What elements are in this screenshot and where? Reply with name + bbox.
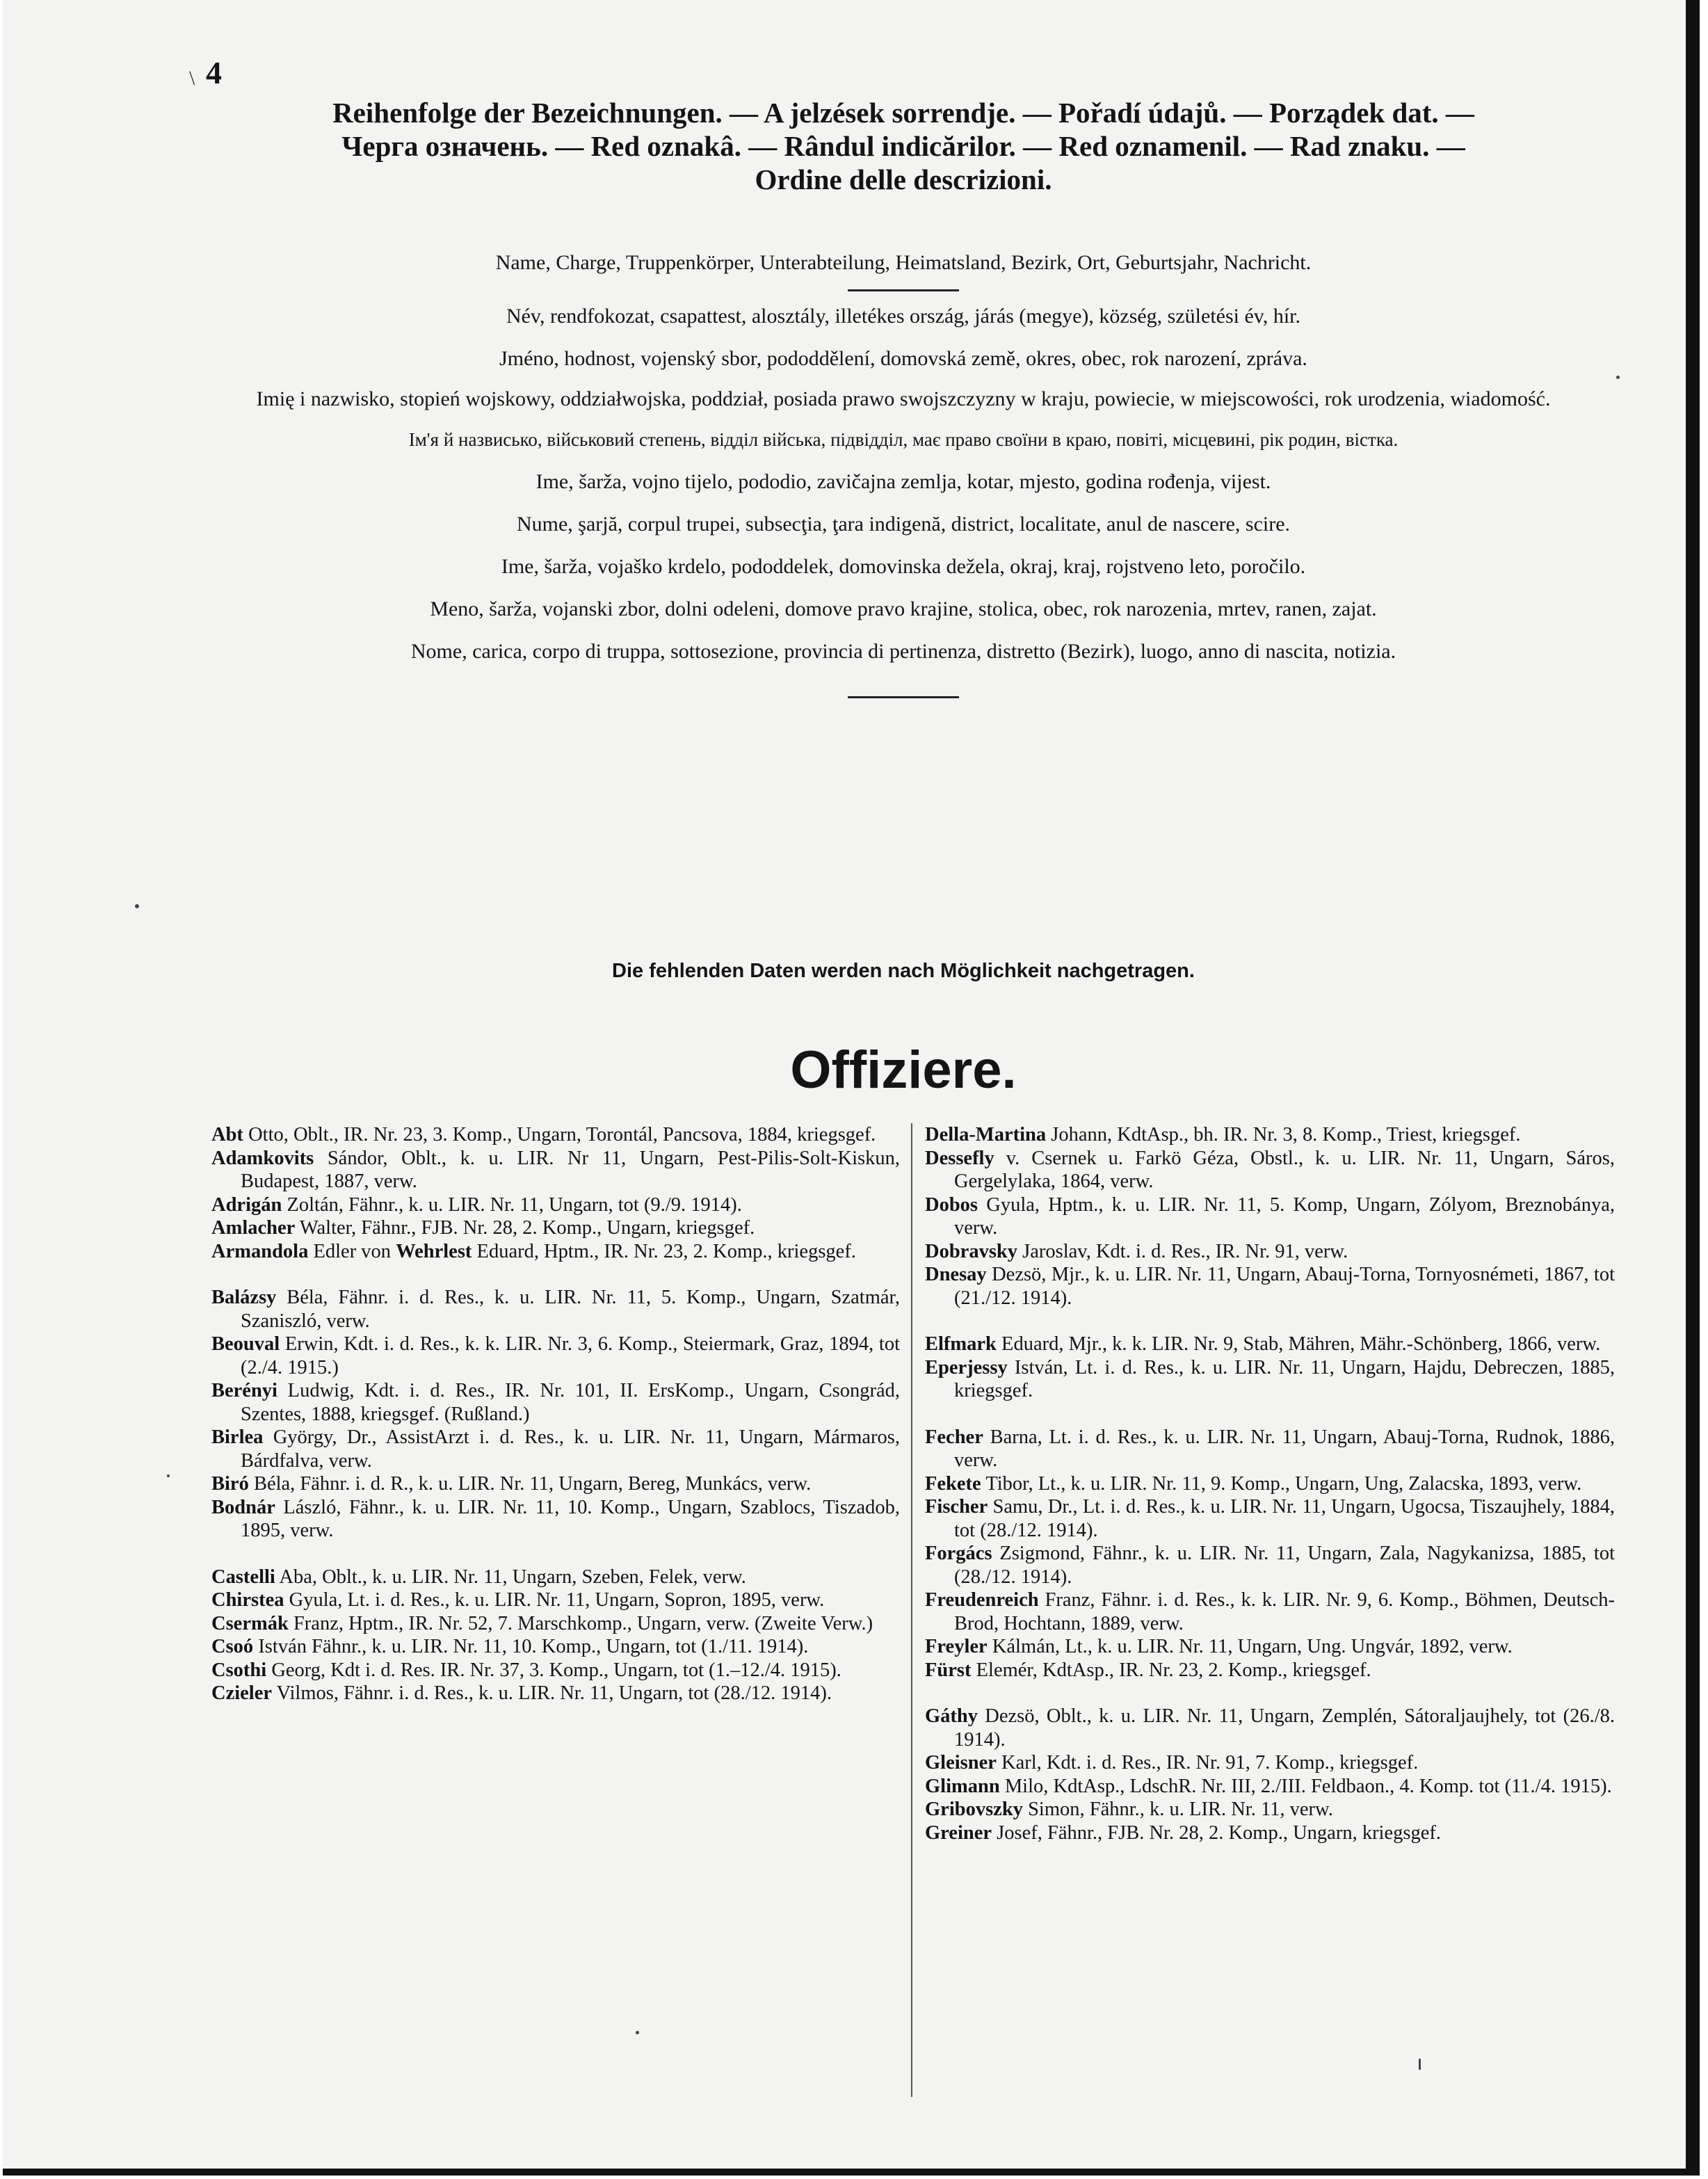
entry-gap	[211, 1543, 900, 1566]
officer-entry	[925, 1495, 1615, 1542]
officer-surname: Wehrlest	[396, 1240, 472, 1262]
scan-speck	[1419, 2059, 1421, 2070]
order-heading-line: Черга означень. — Red oznakâ. — Rândul indicărilor. — Red oznamenil. — Rad znaku. —	[341, 130, 1465, 162]
officer-surname: Csoó	[211, 1636, 254, 1657]
officer-details: Erwin, Kdt. i. d. Res., k. k. LIR. Nr. 3, 6. Komp., Steiermark, Graz, 1894, tot (2./4. 1915.)	[241, 1333, 900, 1378]
officer-entry	[925, 1542, 1615, 1589]
officer-surname: Fischer	[925, 1496, 988, 1518]
officer-details: Sándor, Oblt., k. u. LIR. Nr 11, Ungarn, Pest-Pilis-Solt-Kiskun, Budapest, 1887, verw.	[241, 1147, 900, 1192]
officer-surname: Gáthy	[925, 1705, 978, 1727]
field-line-de: Name, Charge, Truppenkörper, Unterabteilung, Heimatsland, Bezirk, Ort, Geburtsjahr, Nachricht.	[495, 251, 1312, 274]
officer-surname: Balázsy	[211, 1287, 277, 1308]
officer-entry	[211, 1426, 900, 1472]
entry-gap	[211, 1263, 900, 1286]
officer-surname: Fürst	[925, 1659, 972, 1681]
officer-surname: Csothi	[211, 1659, 267, 1681]
page-number: 4	[206, 55, 222, 90]
officer-details: Elemér, KdtAsp., IR. Nr. 23, 2. Komp., kriegsgef.	[971, 1659, 1371, 1681]
officer-surname: Greiner	[925, 1822, 992, 1844]
officer-surname: Gleisner	[925, 1752, 997, 1774]
officer-details: Dezsö, Mjr., k. u. LIR. Nr. 11, Ungarn, Abauj-Torna, Tornyosnémeti, 1867, tot (21./12. 1914).	[954, 1264, 1615, 1309]
officer-surname: Dessefly	[925, 1147, 994, 1169]
field-line-sl: Ime, šarža, vojaško krdelo, pododdelek, domovinska dežela, okraj, kraj, rojstveno leto, poročilo.	[501, 555, 1306, 578]
officer-details: István, Lt. i. d. Res., k. u. LIR. Nr. 11, Ungarn, Hajdu, Debreczen, 1885, kriegsgef.	[954, 1356, 1615, 1401]
officer-details: Zoltán, Fähnr., k. u. LIR. Nr. 11, Ungarn, tot (9./9. 1914).	[282, 1193, 742, 1216]
officer-entry	[925, 1240, 1615, 1264]
officer-surname: Freyler	[925, 1636, 988, 1657]
officer-entry	[925, 1263, 1615, 1310]
field-line-pl: Imię i nazwisko, stopień wojskowy, oddziałwojska, poddział, posiada prawo swojszczyzny w kraju, powiecie, w miejscowości, rok urodzenia, wiadomość.	[256, 387, 1551, 410]
officer-details: Milo, KdtAsp., LdschR. Nr. III, 2./III. Feldbaon., 4. Komp. tot (11./4. 1915).	[999, 1775, 1612, 1797]
officer-details: Edler von	[308, 1240, 396, 1262]
officer-surname: Bodnár	[211, 1496, 275, 1518]
scan-speck	[135, 904, 139, 908]
officer-surname: Biró	[211, 1473, 249, 1495]
officer-details: Jaroslav, Kdt. i. d. Res., IR. Nr. 91, verw.	[1017, 1240, 1348, 1262]
officer-surname: Gribovszky	[925, 1799, 1023, 1820]
scan-speck	[1616, 376, 1620, 379]
officer-surname: Adrigán	[211, 1193, 282, 1216]
officer-entry	[211, 1682, 900, 1705]
officer-surname: Amlacher	[211, 1217, 296, 1239]
officer-entry	[211, 1612, 900, 1636]
officer-details: Samu, Dr., Lt. i. d. Res., k. u. LIR. Nr. 11, Ungarn, Ugocsa, Tiszaujhely, 1884, tot (28./12. 1914).	[954, 1496, 1615, 1541]
field-line-sk: Meno, šarža, vojanski zbor, dolni odeleni, domove pravo krajine, stolica, obec, rok narozenia, mrtev, ranen, zajat.	[430, 597, 1377, 620]
officer-details: Johann, KdtAsp., bh. IR. Nr. 3, 8. Komp., Triest, kriegsgef.	[1046, 1124, 1521, 1145]
officer-surname: Glimann	[925, 1775, 1000, 1797]
officer-details: Zsigmond, Fähnr., k. u. LIR. Nr. 11, Ungarn, Zala, Nagykanizsa, 1885, tot (28./12. 1914).	[954, 1543, 1615, 1588]
field-line-uk: Ім'я й назвисько, військовий степень, відділ війська, підвідділ, має право своїни в краю, повіті, місцевині, рік родин, вістка.	[408, 429, 1399, 450]
officer-entry	[211, 1589, 900, 1612]
scan-speck	[636, 2031, 639, 2034]
officer-surname: Dnesay	[925, 1264, 987, 1285]
officer-details: Béla, Fähnr. i. d. R., k. u. LIR. Nr. 11, Ungarn, Bereg, Munkács, verw.	[248, 1473, 812, 1495]
field-descriptions	[211, 249, 1595, 709]
field-line-hr: Ime, šarža, vojno tijelo, pododio, zavičajna zemlja, kotar, mjesto, godina rođenja, vijest.	[535, 470, 1271, 493]
officer-details: Gyula, Lt. i. d. Res., k. u. LIR. Nr. 11, Ungarn, Sopron, 1895, verw.	[284, 1589, 825, 1611]
officer-details: Franz, Fähnr. i. d. Res., k. k. LIR. Nr. 9, 6. Komp., Böhmen, Deutsch-Brod, Hochtann, 1889, verw.	[954, 1589, 1615, 1634]
officer-details: László, Fähnr., k. u. LIR. Nr. 11, 10. Komp., Ungarn, Szablocs, Tiszadob, 1895, verw.	[241, 1496, 900, 1541]
officer-entry	[211, 1123, 900, 1147]
officer-details: Eduard, Hptm., IR. Nr. 23, 2. Komp., kriegsgef.	[472, 1240, 856, 1262]
officer-details: Eduard, Mjr., k. k. LIR. Nr. 9, Stab, Mähren, Mähr.-Schönberg, 1866, verw.	[996, 1333, 1601, 1355]
order-heading-line: Reihenfolge der Bezeichnungen. — A jelzések sorrendje. — Pořadí údajů. — Porządek dat. —	[332, 97, 1474, 129]
officer-entry	[211, 1240, 900, 1264]
officer-entry	[925, 1659, 1615, 1682]
order-heading-line: Ordine delle descrizioni.	[755, 163, 1052, 195]
officer-entry	[211, 1659, 900, 1682]
officer-entry	[925, 1193, 1615, 1240]
officer-entry	[925, 1705, 1615, 1751]
officer-surname: Armandola	[211, 1240, 309, 1262]
entry-gap	[925, 1310, 1615, 1333]
officer-entry	[925, 1426, 1615, 1472]
officer-entry	[211, 1566, 900, 1589]
officer-details: Kálmán, Lt., k. u. LIR. Nr. 11, Ungarn, Ung. Ungvár, 1892, verw.	[987, 1636, 1513, 1657]
officer-entry	[925, 1333, 1615, 1356]
separator-rule	[848, 696, 959, 698]
officer-entry	[925, 1822, 1615, 1845]
margin-mark: \	[189, 67, 195, 90]
officer-entry	[925, 1589, 1615, 1635]
officer-surname: Eperjessy	[925, 1356, 1008, 1378]
field-line-hu: Név, rendfokozat, csapattest, alosztály, illetékes ország, járás (megye), község, születési év, hír.	[506, 305, 1301, 328]
page-scan	[3, 0, 1700, 2176]
officer-entry	[925, 1356, 1615, 1403]
officer-surname: Elfmark	[925, 1333, 997, 1355]
entry-gap	[925, 1403, 1615, 1426]
officer-entry	[211, 1379, 900, 1426]
right-column	[925, 1123, 1615, 1844]
officer-surname: Fekete	[925, 1472, 981, 1495]
officer-surname: Adamkovits	[211, 1147, 314, 1169]
officer-details: v. Csernek u. Farkö Géza, Obstl., k. u. LIR. Nr. 11, Ungarn, Sáros, Gergelylaka, 1864, verw.	[954, 1147, 1615, 1192]
officer-entry	[211, 1333, 900, 1379]
officer-entry	[925, 1775, 1615, 1799]
officer-surname: Csermák	[211, 1612, 289, 1634]
officer-details: Simon, Fähnr., k. u. LIR. Nr. 11, verw.	[1022, 1799, 1333, 1820]
officer-entry	[211, 1216, 900, 1240]
officer-details: Vilmos, Fähnr. i. d. Res., k. u. LIR. Nr. 11, Ungarn, tot (28./12. 1914).	[272, 1682, 832, 1704]
officer-surname: Czieler	[211, 1682, 273, 1704]
notice: Die fehlenden Daten werden nach Möglichkeit nachgetragen.	[612, 960, 1195, 982]
officer-details: Otto, Oblt., IR. Nr. 23, 3. Komp., Ungarn, Torontál, Pancsova, 1884, kriegsgef.	[243, 1124, 876, 1145]
officer-details: Barna, Lt. i. d. Res., k. u. LIR. Nr. 11, Ungarn, Abauj-Torna, Rudnok, 1886, verw.	[954, 1426, 1615, 1471]
officer-entry	[925, 1751, 1615, 1775]
officer-details: Ludwig, Kdt. i. d. Res., IR. Nr. 101, II. ErsKomp., Ungarn, Csongrád, Szentes, 1888, kriegsgef. (Rußland.)	[241, 1380, 900, 1425]
entry-gap	[925, 1682, 1615, 1705]
officer-details: Georg, Kdt i. d. Res. IR. Nr. 37, 3. Komp., Ungarn, tot (1.–12./4. 1915).	[266, 1659, 841, 1681]
field-line-cs: Jméno, hodnost, vojenský sbor, pododdělení, domovská země, okres, obec, rok narození, zpráva.	[499, 347, 1307, 370]
officer-details: Walter, Fähnr., FJB. Nr. 28, 2. Komp., Ungarn, kriegsgef.	[295, 1217, 755, 1239]
officer-details: Gyula, Hptm., k. u. LIR. Nr. 11, 5. Komp, Ungarn, Zólyom, Breznobánya, verw.	[954, 1193, 1615, 1239]
officer-surname: Berényi	[211, 1380, 277, 1401]
officer-entry	[211, 1193, 900, 1217]
officer-details: Tibor, Lt., k. u. LIR. Nr. 11, 9. Komp., Ungarn, Ung, Zalacska, 1893, verw.	[981, 1472, 1582, 1495]
officer-surname: Castelli	[211, 1566, 275, 1588]
officer-entry	[211, 1472, 900, 1496]
officer-details: Dezsö, Oblt., k. u. LIR. Nr. 11, Ungarn, Zemplén, Sátoraljaujhely, tot (26./8. 1914).	[954, 1705, 1615, 1751]
officer-details: György, Dr., AssistArzt i. d. Res., k. u. LIR. Nr. 11, Ungarn, Mármaros, Bárdfalva, verw.	[241, 1426, 900, 1472]
officer-surname: Birlea	[211, 1426, 264, 1448]
separator-rule	[848, 289, 959, 291]
officer-surname: Chirstea	[211, 1589, 284, 1611]
order-heading	[211, 96, 1595, 196]
officer-entry	[925, 1472, 1615, 1496]
officer-surname: Dobravsky	[925, 1240, 1018, 1262]
scan-edge	[1686, 0, 1690, 2169]
officer-entry	[925, 1798, 1615, 1822]
scan-speck	[167, 1474, 170, 1477]
officer-details: Karl, Kdt. i. d. Res., IR. Nr. 91, 7. Komp., kriegsgef.	[996, 1752, 1419, 1774]
officer-surname: Della-Martina	[925, 1124, 1047, 1145]
officer-surname: Dobos	[925, 1193, 978, 1216]
officer-entry	[925, 1635, 1615, 1659]
field-line-ro: Nume, şarjă, corpul trupei, subsecţia, ţara indigenă, district, localitate, anul de nascere, scire.	[516, 513, 1291, 536]
officer-details: Franz, Hptm., IR. Nr. 52, 7. Marschkomp., Ungarn, verw. (Zweite Verw.)	[288, 1612, 873, 1634]
left-column	[211, 1123, 900, 1705]
officer-details: Josef, Fähnr., FJB. Nr. 28, 2. Komp., Ungarn, kriegsgef.	[992, 1822, 1441, 1844]
field-line-it: Nome, carica, corpo di truppa, sottosezione, provincia di pertinenza, distretto (Bezirk), luogo, anno di nascita, notizia.	[410, 640, 1396, 663]
officer-entry	[211, 1286, 900, 1333]
officer-surname: Freudenreich	[925, 1589, 1039, 1611]
officer-details: István Fähnr., k. u. LIR. Nr. 11, 10. Komp., Ungarn, tot (1./11. 1914).	[253, 1636, 809, 1657]
officer-surname: Fecher	[925, 1426, 983, 1448]
officer-entry	[925, 1123, 1615, 1147]
column-divider	[911, 1123, 912, 2097]
officer-details: Aba, Oblt., k. u. LIR. Nr. 11, Ungarn, Szeben, Felek, verw.	[275, 1566, 746, 1588]
officer-surname: Beouval	[211, 1333, 280, 1355]
officer-details: Béla, Fähnr. i. d. Res., k. u. LIR. Nr. 11, 5. Komp., Ungarn, Szatmár, Szaniszló, verw.	[241, 1287, 900, 1332]
officer-entry	[211, 1635, 900, 1659]
section-title: Offiziere.	[790, 1040, 1017, 1100]
officer-surname: Abt	[211, 1124, 243, 1145]
officer-entry	[211, 1496, 900, 1543]
officer-entry	[211, 1147, 900, 1193]
officer-surname: Forgács	[925, 1543, 992, 1564]
officer-entry	[925, 1147, 1615, 1193]
